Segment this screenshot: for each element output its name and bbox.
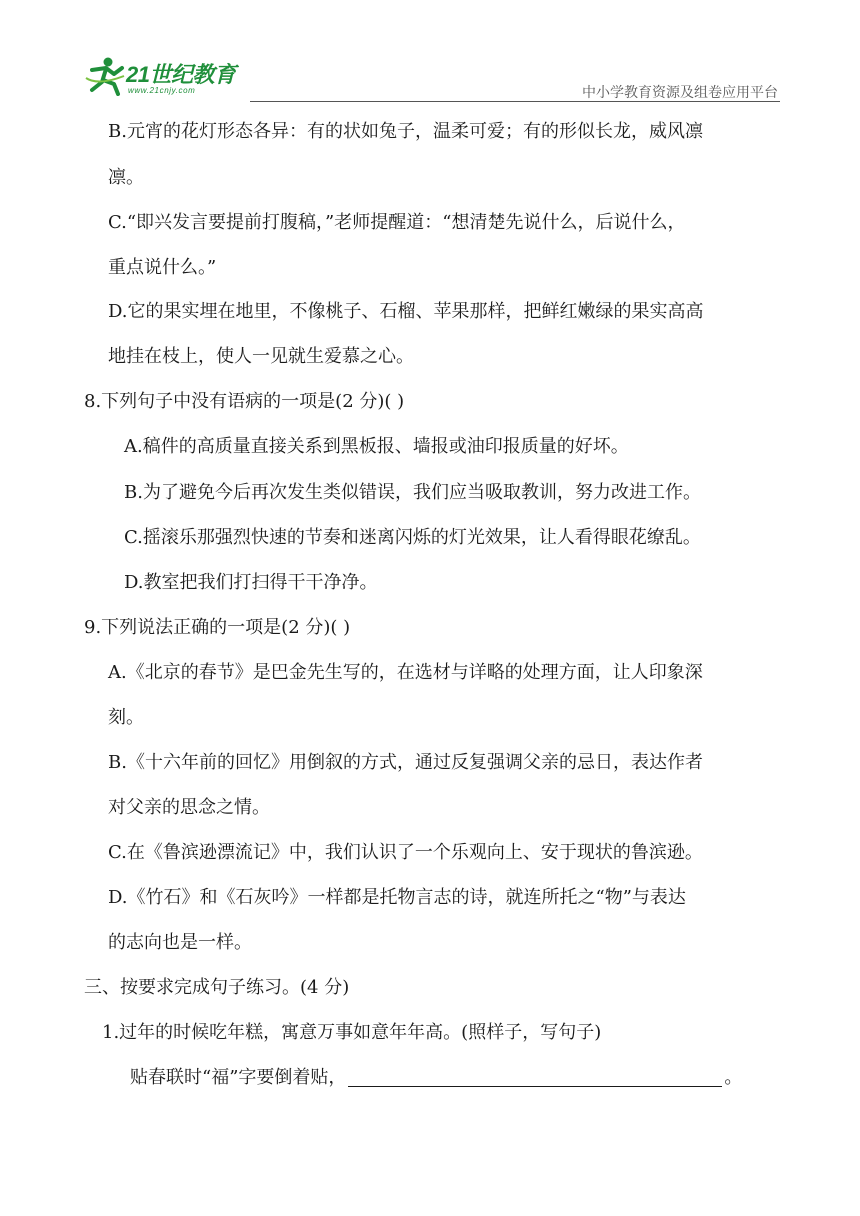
runner-logo-icon bbox=[84, 56, 128, 96]
header-platform-text: 中小学教育资源及组卷应用平台 bbox=[582, 85, 778, 101]
q7-option-d-line1: D.它的果实埋在地里，不像桃子、石榴、苹果那样，把鲜红嫩绿的果实高高 bbox=[108, 301, 704, 322]
q8-option-a: A.稿件的高质量直接关系到黑板报、墙报或油印报质量的好坏。 bbox=[124, 436, 629, 457]
q8-option-c: C.摇滚乐那强烈快速的节奏和迷离闪烁的灯光效果，让人看得眼花缭乱。 bbox=[124, 527, 701, 548]
q9-option-a-line1: A.《北京的春节》是巴金先生写的，在选材与详略的处理方面，让人印象深 bbox=[108, 662, 703, 683]
q7-option-c-line1: C.“即兴发言要提前打腹稿，”老师提醒道：“想清楚先说什么，后说什么， bbox=[108, 212, 686, 233]
logo-brand-text: 21世纪教育 bbox=[126, 62, 236, 87]
q9-option-a-line2: 刻。 bbox=[108, 707, 144, 728]
page-header bbox=[0, 0, 860, 110]
q9-option-b-line1: B.《十六年前的回忆》用倒叙的方式，通过反复强调父亲的忌日，表达作者 bbox=[108, 752, 703, 773]
q9-option-d-line1: D.《竹石》和《石灰吟》一样都是托物言志的诗，就连所托之“物”与表达 bbox=[108, 887, 686, 908]
header-divider bbox=[250, 101, 780, 102]
logo-url-text: www.21cnjy.com bbox=[128, 86, 196, 95]
section3-q1-prefix: 贴春联时“福”字要倒着贴， bbox=[130, 1067, 347, 1088]
logo bbox=[84, 56, 274, 100]
q8-stem: 8.下列句子中没有语病的一项是(2 分)( ) bbox=[84, 391, 405, 412]
section3-q1-suffix: 。 bbox=[724, 1067, 743, 1088]
q7-option-c-line2: 重点说什么。” bbox=[108, 257, 217, 278]
q9-option-d-line2: 的志向也是一样。 bbox=[108, 932, 252, 953]
q9-option-b-line2: 对父亲的思念之情。 bbox=[108, 797, 270, 818]
section3-q1-answer-line bbox=[130, 1066, 742, 1090]
q8-option-d: D.教室把我们打扫得干干净净。 bbox=[124, 572, 378, 593]
answer-blank[interactable] bbox=[348, 1066, 722, 1087]
q8-option-b: B.为了避免今后再次发生类似错误，我们应当吸取教训，努力改进工作。 bbox=[124, 482, 701, 503]
q7-option-d-line2: 地挂在枝上，使人一见就生爱慕之心。 bbox=[108, 346, 414, 367]
q9-option-c: C.在《鲁滨逊漂流记》中，我们认识了一个乐观向上、安于现状的鲁滨逊。 bbox=[108, 842, 703, 863]
section3-q1-stem: 1.过年的时候吃年糕，寓意万事如意年年高。(照样子，写句子) bbox=[102, 1022, 602, 1043]
q7-option-b-line2: 凛。 bbox=[108, 167, 144, 188]
q7-option-b-line1: B.元宵的花灯形态各异：有的状如兔子，温柔可爱；有的形似长龙，威风凛 bbox=[108, 121, 703, 142]
section3-title: 三、按要求完成句子练习。(4 分) bbox=[84, 977, 350, 998]
q9-stem: 9.下列说法正确的一项是(2 分)( ) bbox=[84, 617, 351, 638]
